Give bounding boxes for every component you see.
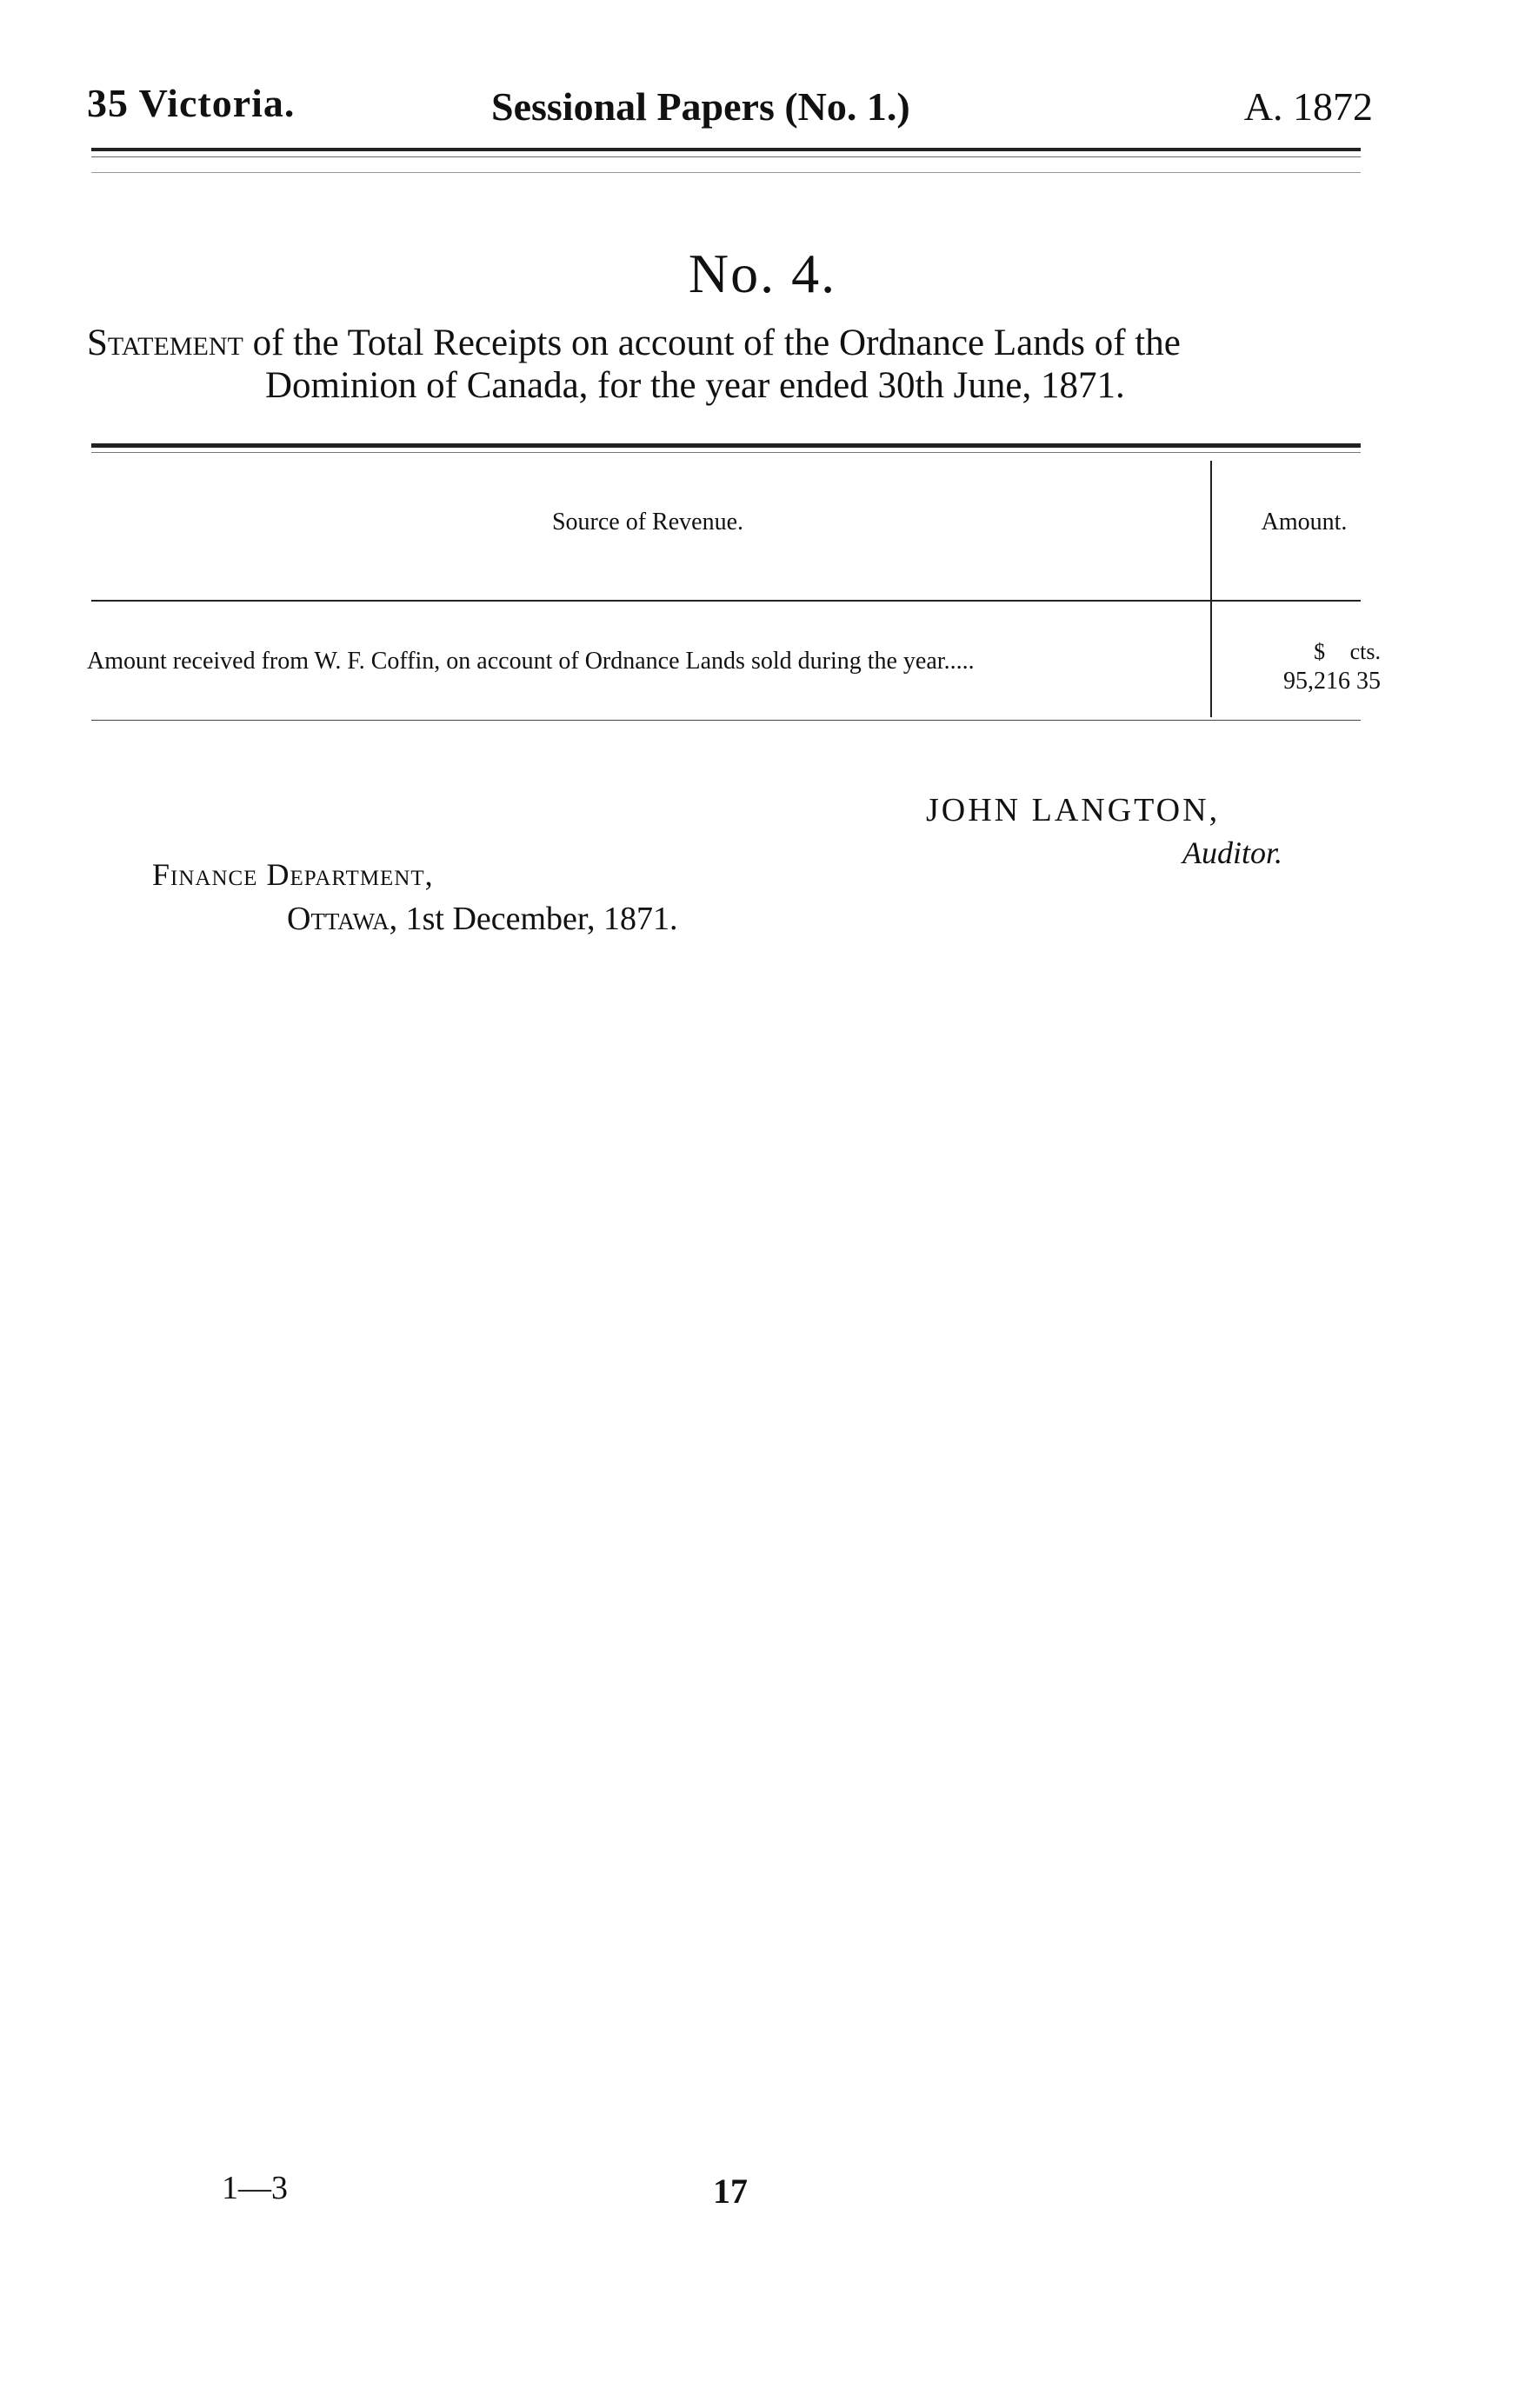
table-top-rule-thin xyxy=(91,452,1361,453)
signature-title: Auditor. xyxy=(1182,835,1283,870)
table-row-amount: 95,216 35 xyxy=(1283,668,1381,695)
title-line-2: Dominion of Canada, for the year ended 30th June, 1871. xyxy=(265,365,1125,407)
department: Finance Department, xyxy=(152,857,434,892)
header-rule xyxy=(91,148,1361,151)
unit-dollars: $ xyxy=(1314,639,1326,664)
column-header-source: Source of Revenue. xyxy=(551,509,744,535)
table-row-source: Amount received from W. F. Coffin, on account of Ordnance Lands sold during the year..... xyxy=(87,648,975,675)
header-title: Sessional Papers (No. 1.) xyxy=(491,84,910,129)
unit-cents: cts. xyxy=(1349,639,1381,664)
footer-sheet: 1—3 xyxy=(222,2170,288,2206)
header-rule-thin xyxy=(91,156,1361,157)
date: , 1st December, 1871. xyxy=(389,901,678,937)
page-number: 17 xyxy=(713,2172,748,2211)
place: Ottawa xyxy=(287,901,390,937)
amount-units xyxy=(1226,639,1381,665)
title-line-1: of the Total Receipts on account of the Ordnance Lands of the xyxy=(243,323,1181,363)
header-year: A. 1872 xyxy=(1243,84,1373,129)
table-top-rule xyxy=(91,443,1361,448)
signature-name: JOHN LANGTON, xyxy=(926,792,1221,828)
header-rule-thin-2 xyxy=(91,172,1361,173)
document-title xyxy=(87,322,1374,408)
title-lead-word: Statement xyxy=(87,323,243,363)
place-date xyxy=(287,900,678,938)
column-header-amount: Amount. xyxy=(1261,509,1348,535)
header-session: 35 Victoria. xyxy=(87,81,296,125)
document-number: No. 4. xyxy=(688,243,837,304)
table-header-rule xyxy=(91,600,1361,602)
table-bottom-rule xyxy=(91,720,1361,721)
table-column-divider xyxy=(1210,461,1212,717)
